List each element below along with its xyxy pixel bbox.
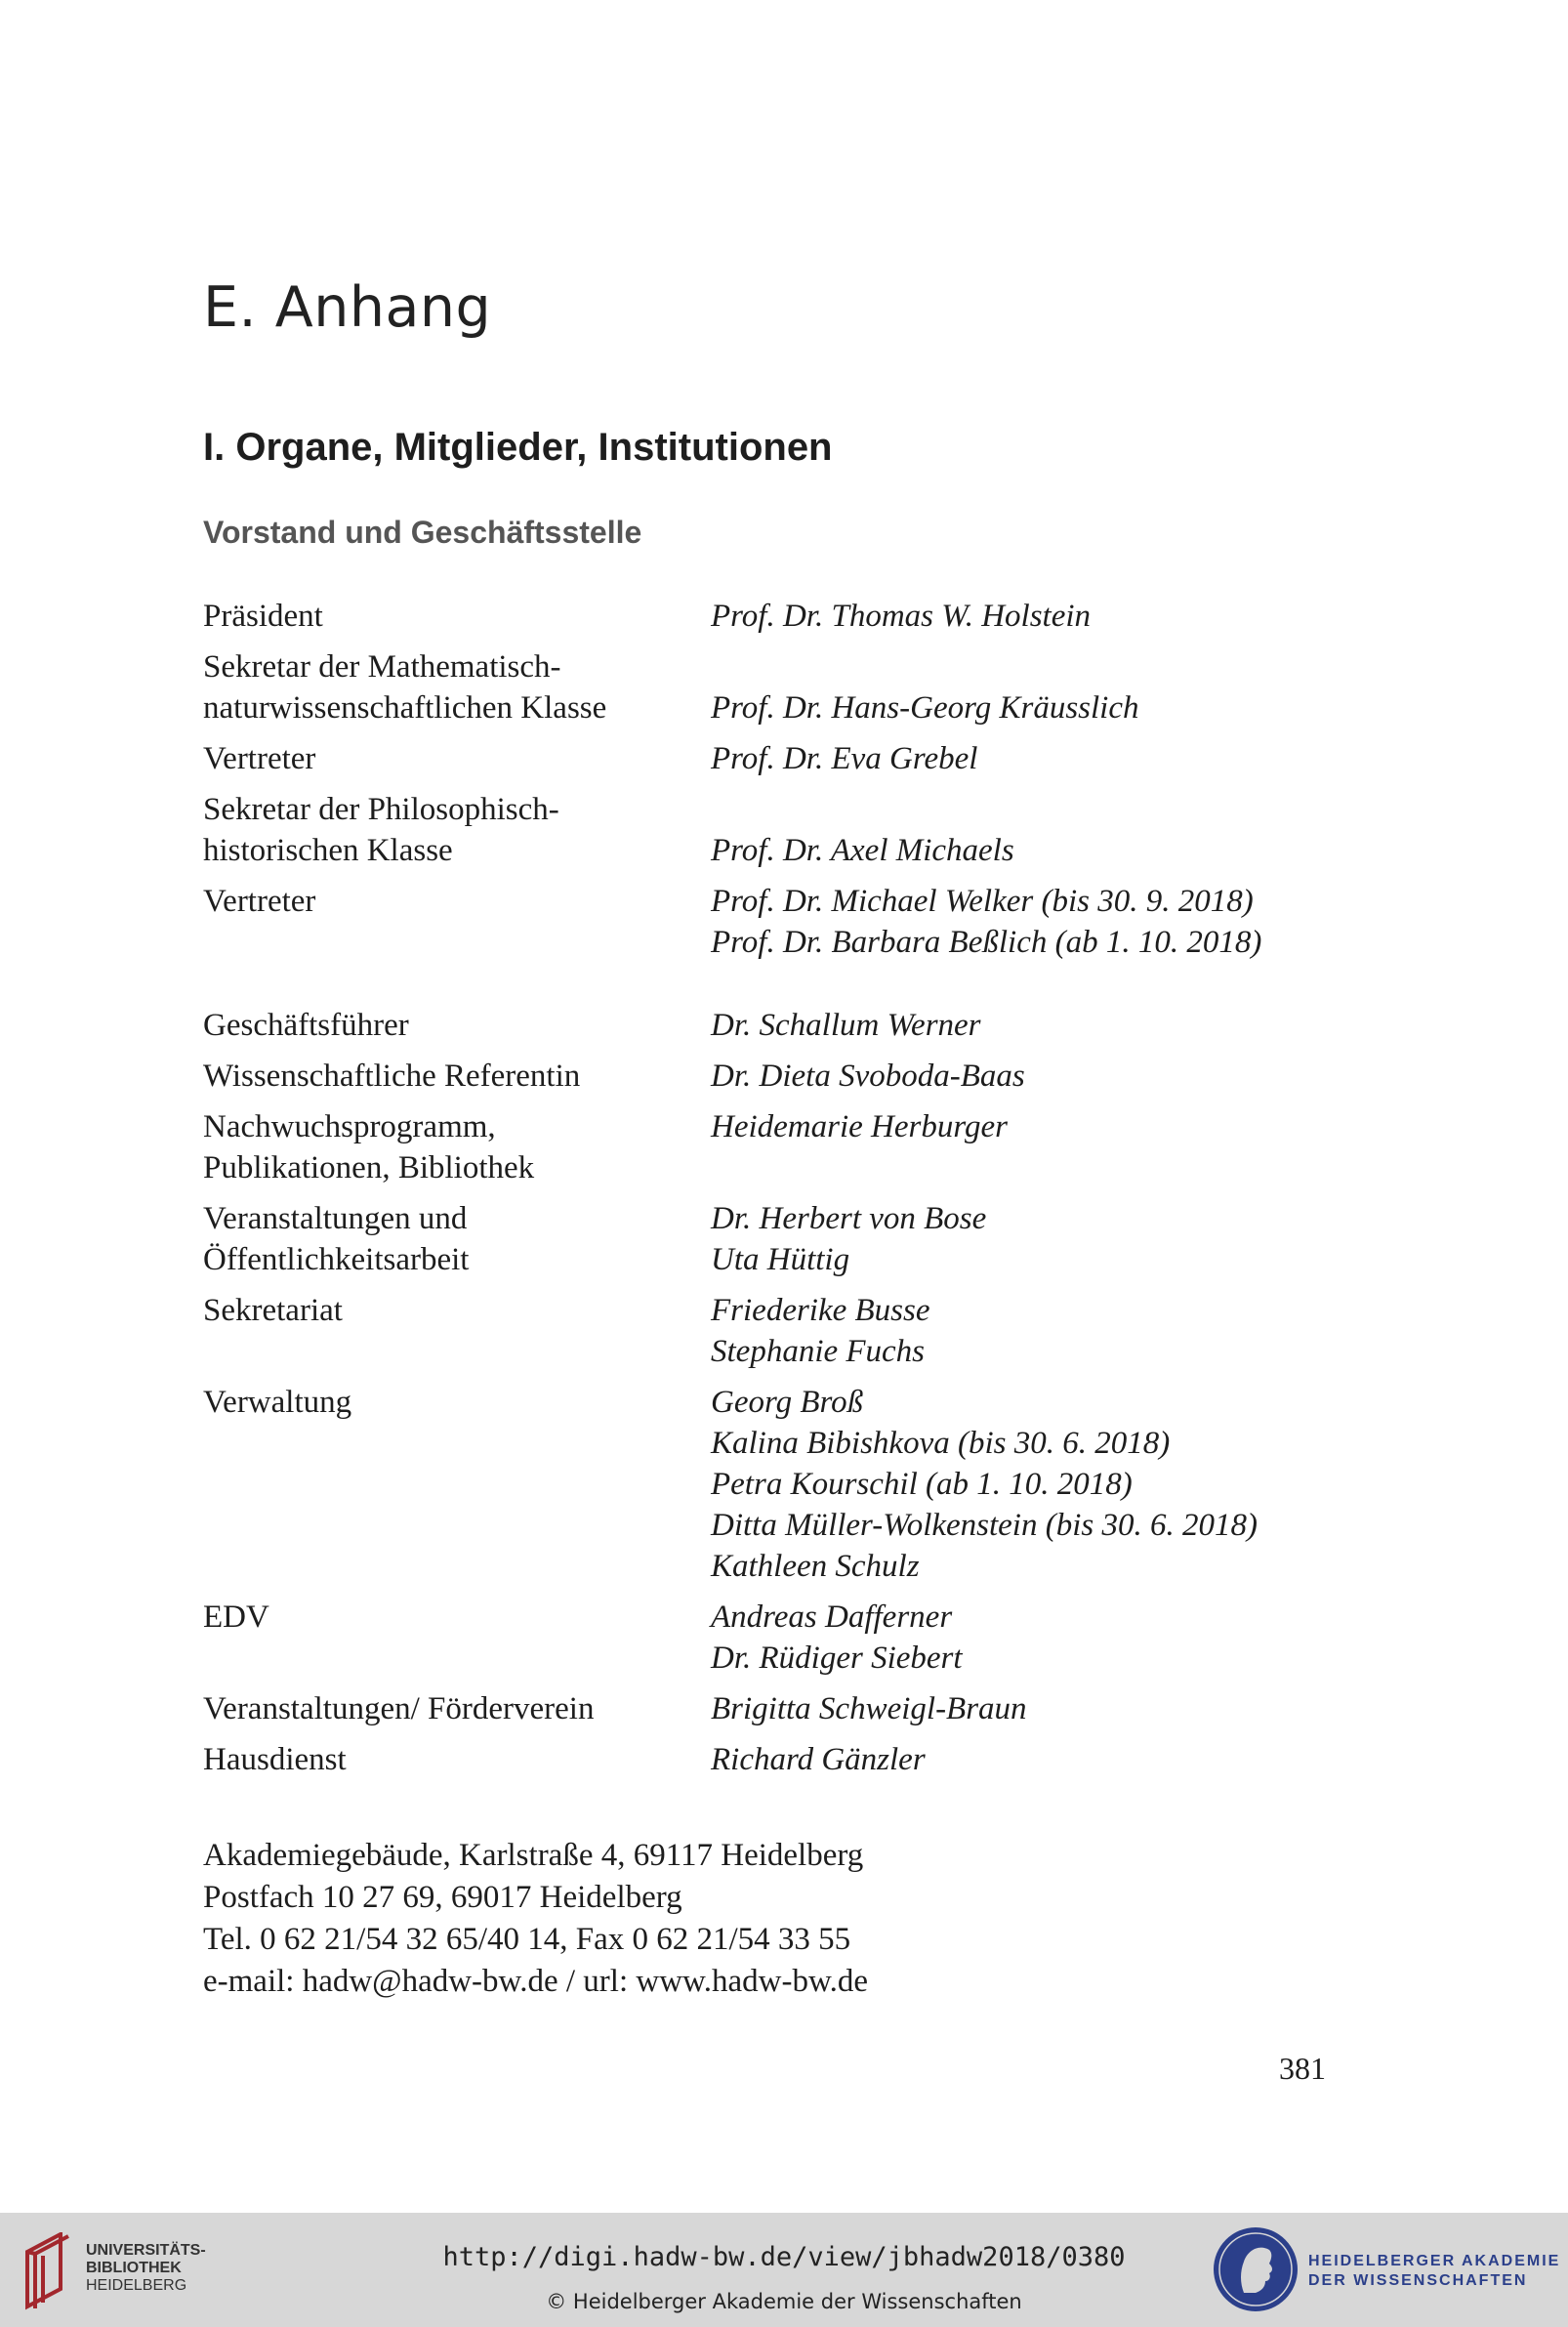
staff-row (203, 1290, 1326, 1372)
person-name: Dr. Dieta Svoboda-Baas (711, 1059, 1025, 1094)
person-name: Petra Kourschil (ab 1. 10. 2018) (711, 1467, 1133, 1502)
ub-logo-line: UNIVERSITÄTS- (86, 2242, 206, 2259)
person-name: Georg Broß (711, 1385, 864, 1420)
hadw-logo-text (1308, 2252, 1560, 2291)
person-names (711, 738, 977, 779)
staff-row (203, 1382, 1326, 1587)
staff-row (203, 596, 1326, 637)
footer-copyright: © Heidelberger Akademie der Wissenschaften (546, 2290, 1022, 2313)
person-name: Richard Gänzler (711, 1742, 926, 1777)
person-name: Ditta Müller-Wolkenstein (bis 30. 6. 2018) (711, 1508, 1258, 1543)
profile-seal-icon (1211, 2224, 1300, 2314)
staff-row (203, 738, 1326, 779)
person-names (711, 1688, 1027, 1729)
staff-row (203, 1597, 1326, 1679)
role-line: Öffentlichkeitsarbeit (203, 1242, 470, 1277)
staff-row (203, 881, 1326, 963)
address-line: Postfach 10 27 69, 69017 Heidelberg (203, 1880, 682, 1915)
board-group (203, 596, 1326, 963)
role-line: Sekretar der Philosophisch- (203, 792, 559, 827)
person-name: Dr. Rüdiger Siebert (711, 1641, 963, 1676)
person-names (711, 881, 1261, 963)
role-line: Vertreter (203, 741, 316, 776)
hadw-logo-line: DER WISSENSCHAFTEN (1308, 2272, 1528, 2289)
chapter-title: E. Anhang (203, 275, 492, 340)
staff-row (203, 1005, 1326, 1046)
staff-row (203, 1198, 1326, 1280)
staff-row (203, 1688, 1326, 1729)
person-name (711, 789, 1014, 830)
person-name: Prof. Dr. Thomas W. Holstein (711, 599, 1092, 634)
staff-row (203, 646, 1326, 728)
person-name: Prof. Dr. Michael Welker (bis 30. 9. 2018) (711, 884, 1254, 919)
person-name (711, 646, 1139, 687)
staff-row (203, 1106, 1326, 1188)
staff-row (203, 1739, 1326, 1780)
footer-url-link[interactable]: http://digi.hadw-bw.de/view/jbhadw2018/0380 (442, 2242, 1126, 2272)
role-label (203, 596, 711, 637)
person-names (711, 1056, 1025, 1097)
staff-row (203, 789, 1326, 871)
person-name: Prof. Dr. Eva Grebel (711, 741, 978, 776)
person-name: Dr. Herbert von Bose (711, 1201, 987, 1236)
role-label (203, 1290, 711, 1372)
role-label (203, 789, 711, 871)
role-label (203, 738, 711, 779)
role-line: Hausdienst (203, 1742, 347, 1777)
person-names (711, 1739, 926, 1780)
role-label (203, 1198, 711, 1280)
page-number: 381 (1279, 2051, 1326, 2086)
role-label (203, 646, 711, 728)
role-line: historischen Klasse (203, 833, 453, 868)
role-line: Veranstaltungen und (203, 1201, 468, 1236)
hadw-logo-line: HEIDELBERGER AKADEMIE (1308, 2253, 1561, 2269)
person-names (711, 1382, 1258, 1587)
role-label (203, 1005, 711, 1046)
subsection-title: Vorstand und Geschäftsstelle (203, 515, 642, 550)
role-line: EDV (203, 1600, 269, 1635)
person-name: Heidemarie Herburger (711, 1109, 1008, 1144)
ub-logo-line: BIBLIOTHEK (86, 2260, 182, 2276)
section-title: I. Organe, Mitglieder, Institutionen (203, 426, 833, 469)
person-name: Brigitta Schweigl-Braun (711, 1691, 1027, 1726)
role-line: Verwaltung (203, 1385, 352, 1420)
staff-table (203, 596, 1326, 1780)
address-line: Tel. 0 62 21/54 32 65/40 14, Fax 0 62 21/54 33 55 (203, 1922, 851, 1957)
role-line: Nachwuchsprogramm, (203, 1109, 496, 1144)
address-line: Akademiegebäude, Karlstraße 4, 69117 Heidelberg (203, 1838, 864, 1873)
role-line: Geschäftsführer (203, 1008, 409, 1043)
role-label (203, 1106, 711, 1188)
office-group (203, 1005, 1326, 1780)
role-label (203, 1056, 711, 1097)
person-name: Uta Hüttig (711, 1242, 850, 1277)
role-label (203, 1739, 711, 1780)
person-name: Andreas Dafferner (711, 1600, 953, 1635)
role-line: Präsident (203, 599, 323, 634)
role-label (203, 1382, 711, 1587)
role-line: naturwissenschaftlichen Klasse (203, 690, 607, 726)
person-names (711, 1106, 1008, 1188)
person-name: Dr. Schallum Werner (711, 1008, 981, 1043)
role-line: Wissenschaftliche Referentin (203, 1059, 581, 1094)
person-names (711, 1005, 981, 1046)
role-label (203, 1688, 711, 1729)
person-name: Kalina Bibishkova (bis 30. 6. 2018) (711, 1426, 1171, 1461)
role-label (203, 881, 711, 963)
person-names (711, 1290, 930, 1372)
role-line: Sekretar der Mathematisch- (203, 649, 561, 685)
person-names (711, 646, 1139, 728)
person-names (711, 596, 1091, 637)
role-line: Sekretariat (203, 1293, 343, 1328)
role-line: Veranstaltungen/ Förderverein (203, 1691, 595, 1726)
person-name: Prof. Dr. Barbara Beßlich (ab 1. 10. 2018) (711, 925, 1262, 960)
role-line: Vertreter (203, 884, 316, 919)
person-name: Friederike Busse (711, 1293, 930, 1328)
ub-logo-line: HEIDELBERG (86, 2277, 187, 2294)
footer-bar (0, 2213, 1568, 2327)
person-names (711, 1198, 986, 1280)
person-name: Stephanie Fuchs (711, 1334, 926, 1369)
person-name: Prof. Dr. Axel Michaels (711, 833, 1014, 868)
person-name: Prof. Dr. Hans-Georg Kräusslich (711, 690, 1139, 726)
person-name: Kathleen Schulz (711, 1549, 920, 1584)
person-names (711, 789, 1014, 871)
address-block (203, 1835, 868, 2003)
person-names (711, 1597, 963, 1679)
staff-row (203, 1056, 1326, 1097)
address-line: e-mail: hadw@hadw-bw.de / url: www.hadw-bw.de (203, 1964, 869, 1999)
role-line: Publikationen, Bibliothek (203, 1150, 535, 1185)
role-label (203, 1597, 711, 1679)
